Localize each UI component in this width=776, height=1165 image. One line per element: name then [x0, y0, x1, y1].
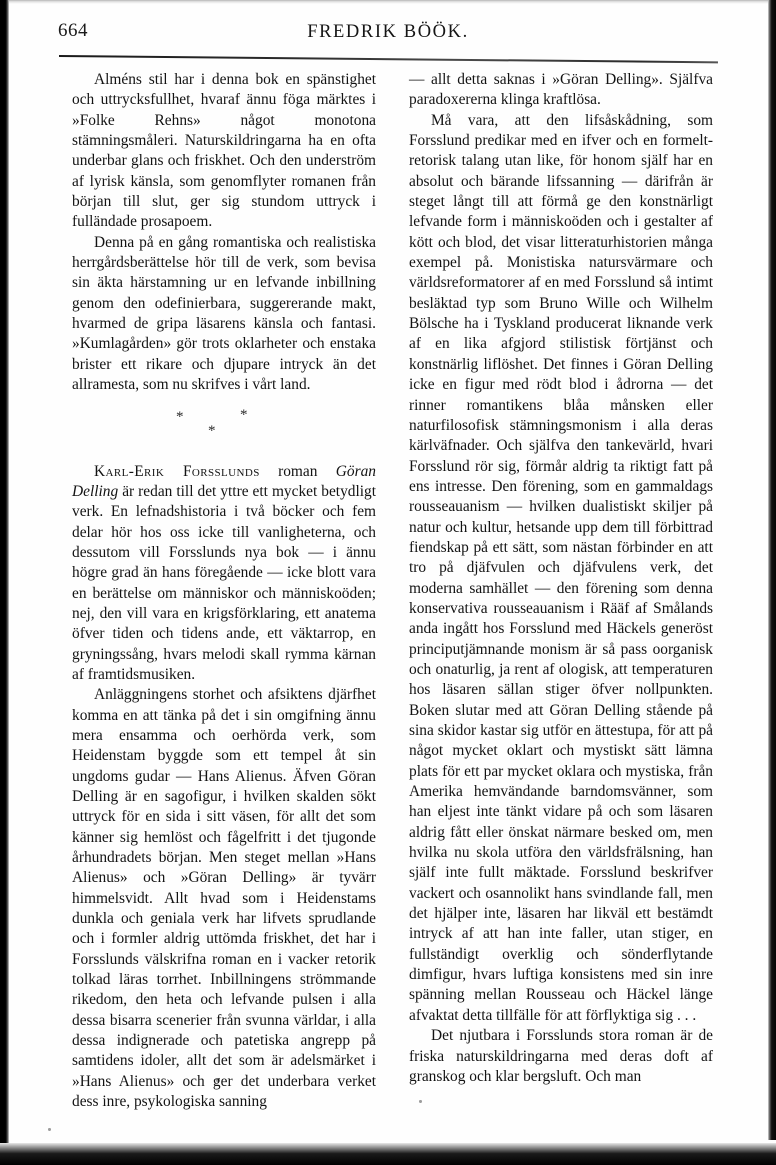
paragraph: Alméns stil har i denna bok en spänstighet och uttrycksfullhet, hvaraf ännu föga märktes i »Folke Rehns» något monotona stämningsmåleri. Naturskildringarna ha en ofta underbar glans och friskhet. Och den underström af lyrisk känsla, som genomflyter romanen från början till slut, ger sig stundom uttryck i fulländade prosapoem.	[72, 71, 376, 231]
asterism-divider	[72, 405, 376, 459]
paragraph: Det njutbara i Forsslunds stora roman är de friska naturskildringarna med deras doft af granskog och klar bergsluft. Och man	[409, 1027, 713, 1085]
asterisk-glyph: *	[176, 408, 184, 425]
paragraph-forsslund	[72, 462, 376, 686]
author-name-smallcaps: Karl-Erik Forsslunds	[94, 462, 260, 480]
running-head-title: FREDRIK BÖÖK.	[307, 22, 469, 42]
header-rule	[59, 55, 718, 63]
paragraph: Må vara, att den lifsåskådning, som Forsslund predikar med en ifver och en formelt-retorisk talang utan like, för honom själf har en absolut och bärande lifssanning — därifrån är steget långt till att förmå ge den konstnärligt lefvande form i människoöden och i gestalter af kött och blod, det visar litteraturhistorien många exempel på. Monistiska natursvärmare och världsreformatorer af en med Forsslund så intimt besläktad typ som Bruno Wille och Wilhelm Bölsche ha i Tyskland producerat liknande verk af en lika afgjord stilistisk förtjänst och konstnärlig liflöshet. Det finnes i Göran Delling icke en figur med rödt blod i ådrorna — det rinner romantikens blåa månsken eller naturfilosofisk stämningsmonism i alla deras kärlväfnader. Och själfva den tankevärld, hvari Forsslund rör sig, förmår aldrig ta riktigt fatt på ens intresse. Den förening, som en gammaldags rousseauanism — hvilken dualistiskt skiljer på natur och kultur, hetsande upp dem till förbittrad fiendskap på ett sätt, som nästan förbinder en att tro på djäfvulen och djäfvulens verk, det moderna samhället — den förening som denna konservativa rousseauanism i Rääf af Smålands anda ingått hos Forsslund med Häckels generöst principutjämnande monism är så pass oorganisk och onaturlig, ja rent af ologisk, att temperaturen hos läsaren sällan stiger öfver nollpunkten. Boken slutar med att Göran Delling stående på sina skidor kastar sig utför en ättestupa, för att på något mycket oklart och mystiskt sätt lämna plats för ett par mycket oklara och mystiska, från Amerika hemvändande barndomsvänner, som han eljest inte tänkt vidare på och som läsaren aldrig fått eller önskat närmare besked om, men hvilka nu skola utföra den världsfrälsning, han själf inte fullt mäktade. Forsslund beskrifver vackert och osannolikt hans svindlande fall, men det hjälper inte, läsaren har likväl ett bestämdt intryck af att han inte faller, utan stiger, en fullständigt overklig och sönderflytande dimfigur, hvars luftiga konsistens med sin inre spänning mellan Rousseau och Häckel länge afvaktat detta tillfälle för att förflyktiga sig . . .	[409, 111, 713, 1024]
text-after-author: roman	[259, 462, 336, 480]
page-number: 664	[58, 20, 88, 41]
paragraph-continuation: — allt detta saknas i »Göran Delling». Själfva paradoxererna klinga kraftlösa.	[409, 71, 713, 109]
scan-edge-bottom	[0, 1143, 776, 1165]
asterisk-glyph: *	[208, 422, 216, 439]
paragraph-remainder: är redan till det yttre ett mycket betydligt verk. En lefnadshistoria i två böcker och fem delar hör hos oss icke till vanligheterna, och dessutom vill Forsslunds nya bok — i ännu högre grad än hans föregående — icke blott vara en berättelse om människor och människoöden; nej, den vill vara en krigsförklaring, ett anatema öfver tiden och tidens ande, ett väktarrop, en gryningssång, hvars melodi skall rymma kärnan af framtidsmusiken.	[72, 482, 376, 683]
book-title-italic: Göran Delling	[72, 462, 376, 500]
scan-speck	[48, 1128, 51, 1131]
asterisk-glyph: *	[240, 406, 248, 423]
paragraph: Anläggningens storhet och afsiktens djärfhet komma en att tänka på det i sin omgifning ännu mera ensamma och oerhörda verk, som Heidenstam byggde som ett tempel åt sin ungdoms gudar — Hans Alienus. Äfven Göran Delling är en sagofigur, i hvilken skalden sökt uttryck för en sida i sitt väsen, för allt det som känner sig hemlöst och fågelfritt i det tjugonde århundradets början. Men steget mellan »Hans Alienus» och »Göran Delling» är tyvärr himmelsvidt. Allt hvad som i Heidenstams dunkla och geniala verk har lifvets sprudlande och i formler aldrig uttömda friskhet, det har i Forsslunds välskrifna roman en i vacker retorik tolkad läras torrhet. Inbillningens strömmande rikedom, den heta och lefvande pulsen i alla dessa bisarra scenerier från svunna världar, i alla dessa indignerade och patetiska angrepp på samtidens idoler, allt det som är adelsmärket i »Hans Alienus» och ger det underbara verket dess inre, psykologiska sanning	[72, 686, 376, 1111]
scan-edge-left	[0, 0, 9, 1165]
page-header	[0, 0, 776, 62]
scan-edge-right	[768, 0, 776, 1140]
paragraph: Denna på en gång romantiska och realistiska herrgårdsberättelse hör till de verk, som bevisa sin äkta härstamning ur en lefvande inbillning genom den odefinierbara, suggererande makt, hvarmed de gripa läsarens känsla och fantasi. »Kumlagården» gör trots oklarheter och enstaka brister ett rikare och djupare intryck än det allramesta, som nu skrifves i vårt land.	[72, 233, 376, 394]
column-right	[409, 70, 713, 1087]
column-left	[72, 70, 376, 1113]
scan-speck	[419, 1100, 422, 1103]
